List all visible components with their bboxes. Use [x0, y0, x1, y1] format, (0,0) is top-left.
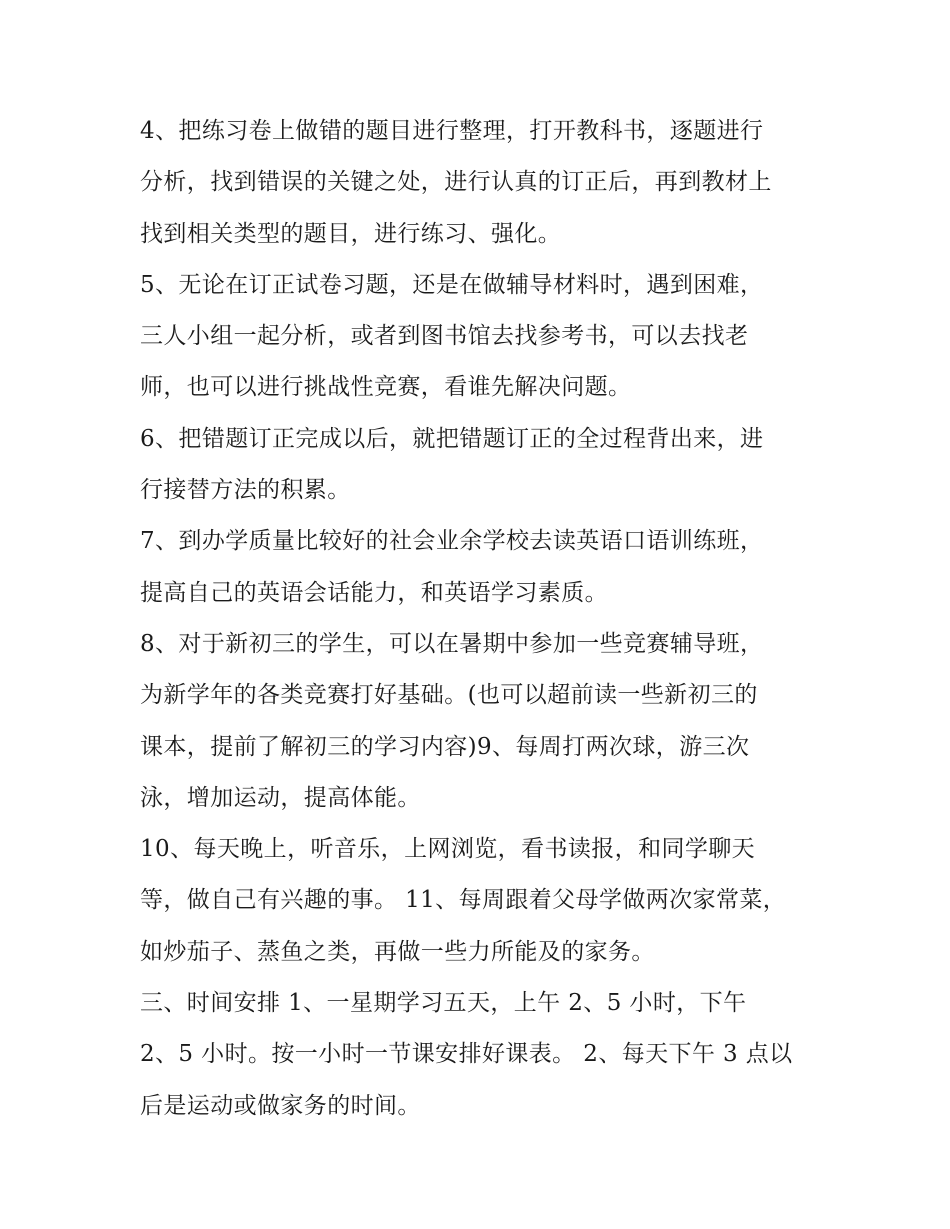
text-line: 4、把练习卷上做错的题目进行整理，打开教科书，逐题进行 — [140, 118, 764, 144]
text-line: 2、5 小时。按一小时一节课安排好课表。 2、每天下午 3 点以 — [140, 1041, 793, 1068]
text-line: 为新学年的各类竞赛打好基础。(也可以超前读一些新初三的 — [140, 682, 758, 709]
text-line: 分析，找到错误的关键之处，进行认真的订正后，再到教材上 — [140, 169, 772, 196]
text-line: 5、无论在订正试卷习题，还是在做辅导材料时，遇到困难， — [140, 271, 764, 298]
text-line: 师，也可以进行挑战性竞赛，看谁先解决问题。 — [140, 374, 632, 401]
text-line: 三、时间安排 1、一星期学习五天，上午 2、5 小时，下午 — [140, 990, 747, 1017]
text-line: 8、对于新初三的学生，可以在暑期中参加一些竞赛辅导班， — [140, 630, 764, 657]
text-line: 泳，增加运动，提高体能。 — [140, 784, 421, 811]
text-line: 提高自己的英语会话能力，和英语学习素质。 — [140, 579, 608, 606]
text-line: 如炒茄子、蒸鱼之类，再做一些力所能及的家务。 — [140, 938, 655, 965]
text-line: 三人小组一起分析，或者到图书馆去找参考书，可以去找老 — [140, 323, 749, 350]
text-line: 行接替方法的积累。 — [140, 477, 351, 504]
text-line: 课本，提前了解初三的学习内容)9、每周打两次球，游三次 — [140, 733, 750, 760]
text-line: 6、把错题订正完成以后，就把错题订正的全过程背出来，进 — [140, 425, 764, 452]
document-body — [140, 106, 830, 1132]
text-line: 等，做自己有兴趣的事。 11、每周跟着父母学做两次家常菜， — [140, 887, 787, 914]
text-line: 后是运动或做家务的时间。 — [140, 1092, 421, 1119]
text-line: 10、每天晚上，听音乐，上网浏览，看书读报，和同学聊天 — [140, 836, 756, 863]
text-line: 找到相关类型的题目，进行练习、强化。 — [140, 220, 562, 247]
text-line: 7、到办学质量比较好的社会业余学校去读英语口语训练班， — [140, 528, 764, 555]
